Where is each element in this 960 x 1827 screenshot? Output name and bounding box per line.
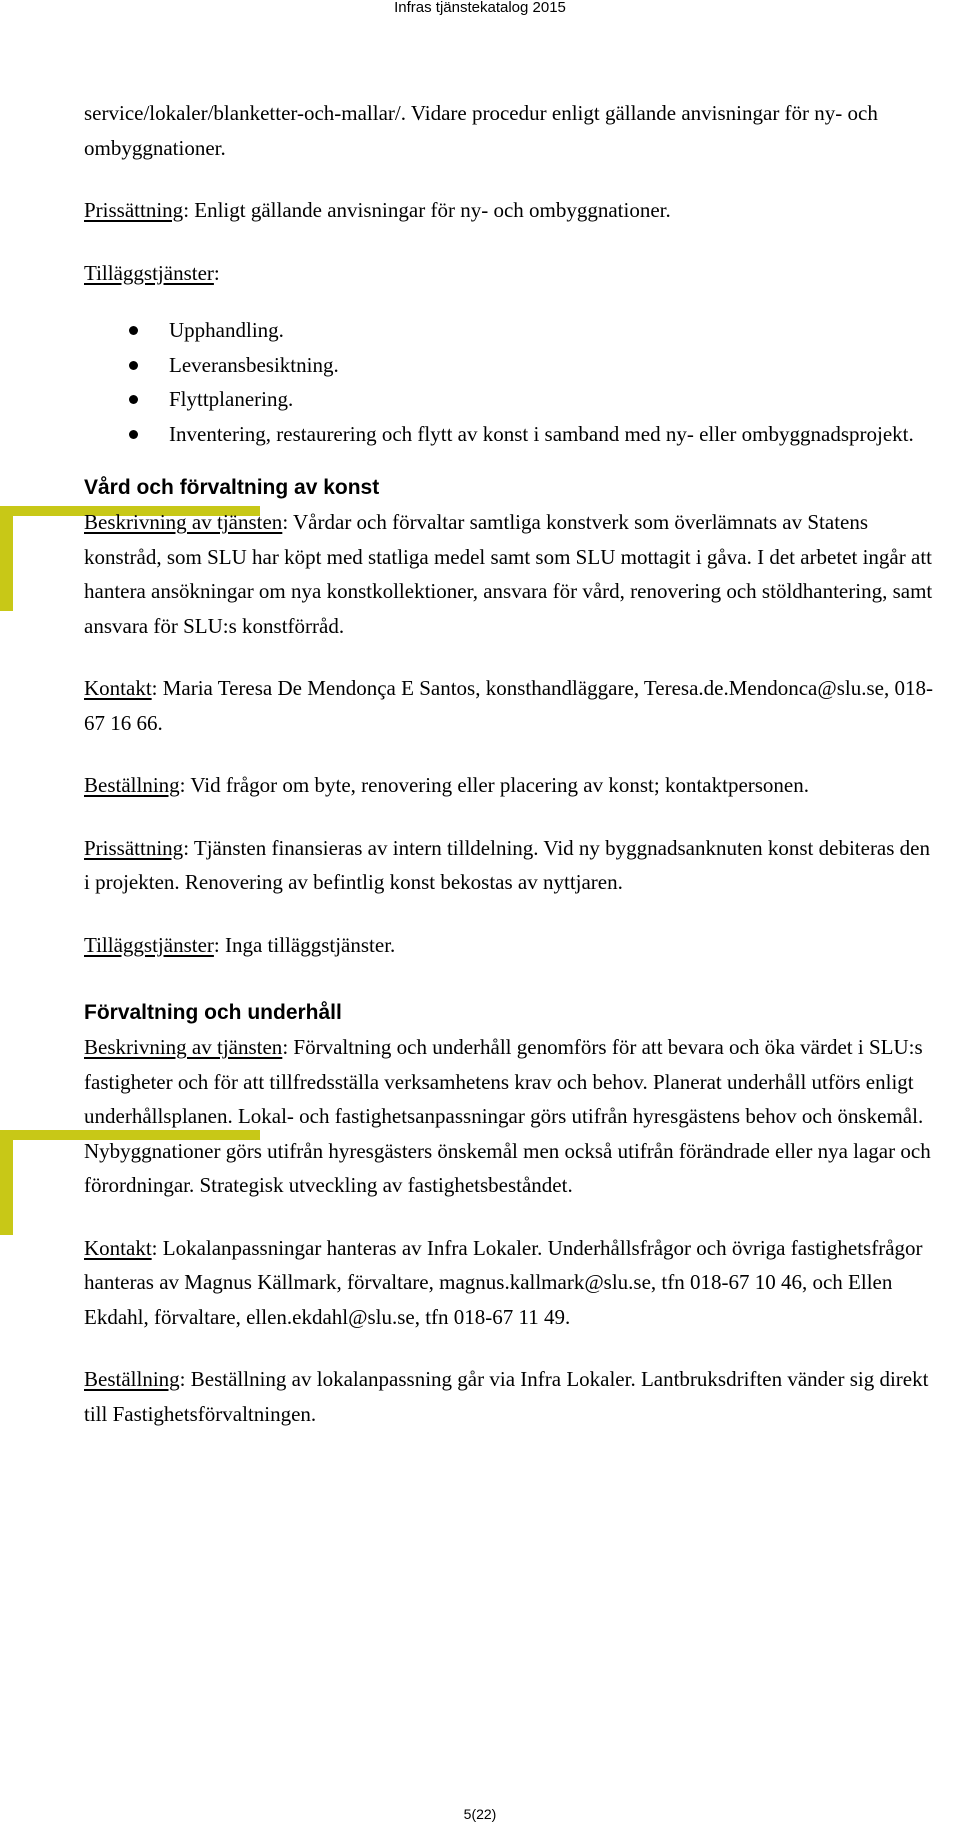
maintenance-description: Beskrivning av tjänsten: Förvaltning och underhåll genomförs för att bevara och öka värdet i SLU:s fastigheter och för att tillfredsställa verksamhetens krav och behov. Planerat underhåll utförs enligt underhållsplanen. Lokal- och fastighetsanpassningar görs utifrån hyresgästens behov och önskemål. Nybyggnationer görs utifrån hyresgästers önskemål men också utifrån förändrade eller nya lagar och förordningar. Strategisk utveckling av fastighetsbeståndet.	[84, 1035, 931, 1197]
pricing-label: Prissättning	[84, 198, 184, 222]
order-label: Beställning	[84, 1367, 180, 1391]
contact-label: Kontakt	[84, 1235, 152, 1260]
art-description: Beskrivning av tjänsten: Vårdar och förvaltar samtliga konstverk som överlämnats av Statens konstråd, som SLU har köpt med statliga medel samt som SLU mottagit i gåva. I det arbetet ingår att hantera ansökningar om nya konstkollektioner, ansvara för vård, renovering och stöldhantering, samt ansvara för SLU:s konstförråd.	[84, 510, 933, 638]
intro-pricing	[84, 193, 934, 228]
maintenance-contact: Kontakt: Lokalanpassningar hanteras av Infra Lokaler. Underhållsfrågor och övriga fastighetsfrågor hanteras av Magnus Källmark, förvaltare, magnus.kallmark@slu.se, tfn 018-67 10 46, och Ellen Ekdahl, förvaltare, ellen.ekdahl@slu.se, tfn 018-67 11 49.	[84, 1235, 923, 1329]
list-item: Leveransbesiktning.	[169, 348, 934, 383]
description-label: Beskrivning av tjänsten	[84, 1035, 283, 1059]
order-label: Beställning	[84, 773, 180, 797]
list-item: Inventering, restaurering och flytt av konst i samband med ny- eller ombyggnadsprojekt.	[169, 417, 934, 452]
art-order: Beställning: Vid frågor om byte, renovering eller placering av konst; kontaktpersonen.	[84, 773, 810, 797]
pricing-label: Prissättning	[84, 835, 184, 860]
intro-extra-services: Tilläggstjänster:	[84, 260, 220, 285]
intro-continuation: service/lokaler/blanketter-och-mallar/. Vidare procedur enligt gällande anvisningar för ny- och ombyggnationer.	[84, 101, 878, 160]
list-item: Upphandling.	[169, 313, 934, 348]
extra-services-label: Tilläggstjänster	[84, 260, 214, 285]
section-heading-maintenance: Förvaltning och underhåll	[84, 1001, 342, 1024]
extra-services-label: Tilläggstjänster	[84, 932, 214, 957]
contact-label: Kontakt	[84, 676, 152, 700]
extra-services-list	[84, 313, 934, 451]
art-pricing: Prissättning: Tjänsten finansieras av intern tilldelning. Vid ny byggnadsanknuten konst debiteras den i projekten. Renovering av befintlig konst bekostas av nyttjaren.	[84, 835, 930, 894]
running-header: Infras tjänstekatalog 2015	[394, 0, 566, 16]
page-number: 5(22)	[463, 1806, 497, 1822]
art-extra-services: Tilläggstjänster: Inga tilläggstjänster.	[84, 932, 396, 957]
description-label: Beskrivning av tjänsten	[84, 510, 283, 534]
art-contact: Kontakt: Maria Teresa De Mendonça E Santos, konsthandläggare, Teresa.de.Mendonca@slu.se, 018-67 16 66.	[84, 676, 933, 735]
page-content	[84, 96, 934, 1431]
maintenance-order: Beställning: Beställning av lokalanpassning går via Infra Lokaler. Lantbruksdriften vänder sig direkt till Fastighetsförvaltningen.	[84, 1367, 929, 1426]
list-item: Flyttplanering.	[169, 382, 934, 417]
pricing-text: : Enligt gällande anvisningar för ny- och ombyggnationer.	[183, 198, 671, 222]
section-heading-art: Vård och förvaltning av konst	[84, 476, 380, 499]
